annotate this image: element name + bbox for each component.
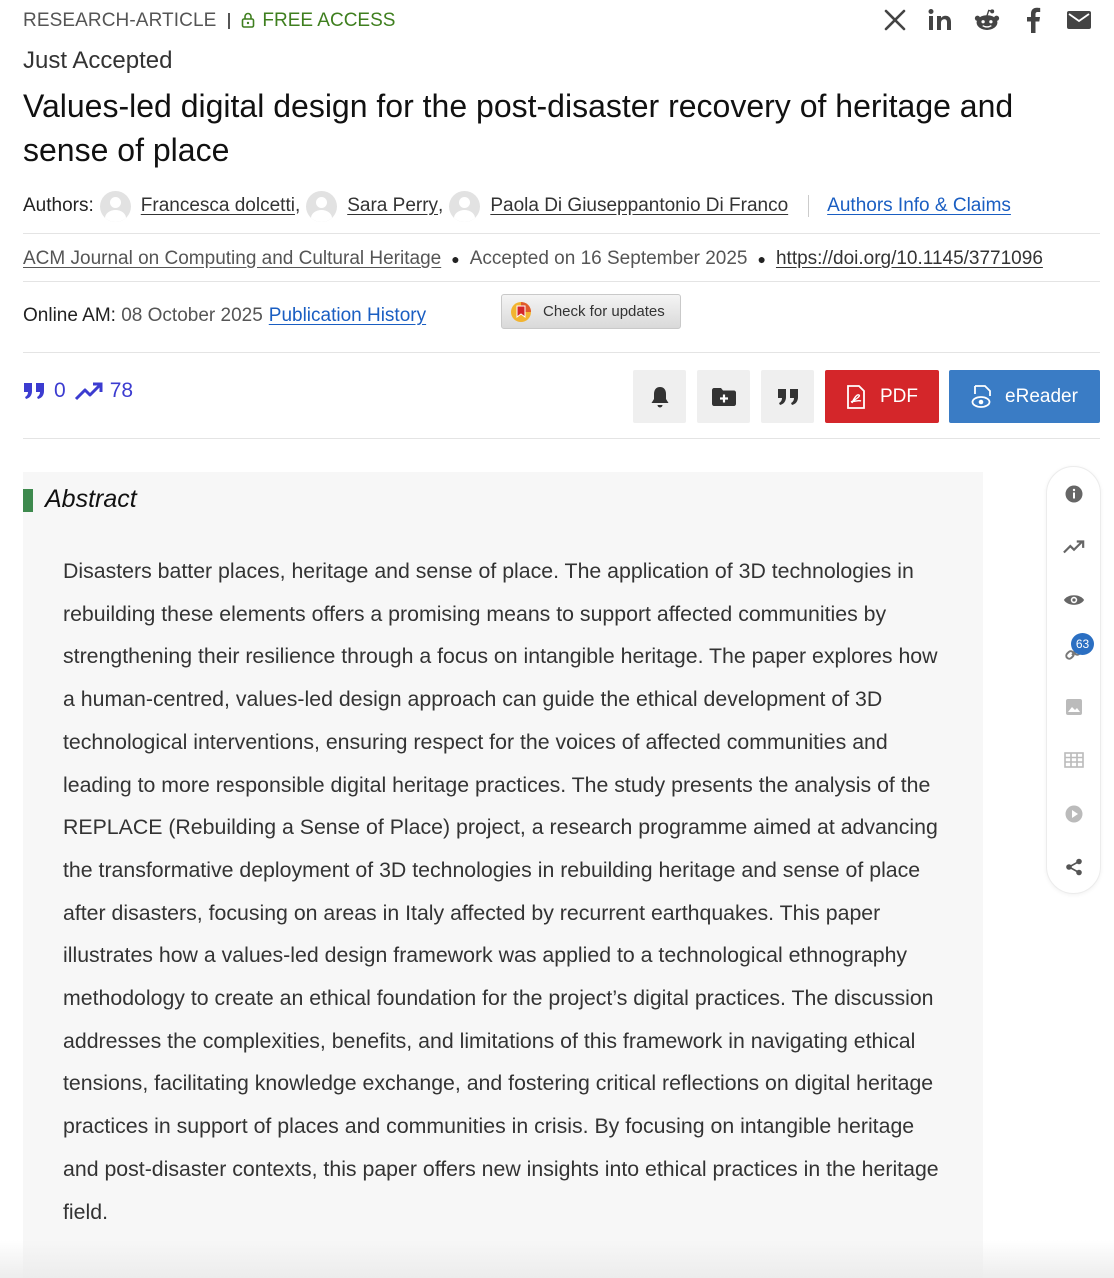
online-row xyxy=(23,302,426,330)
cite-button[interactable] xyxy=(761,370,814,423)
author-link[interactable]: Francesca dolcetti xyxy=(140,195,295,216)
article-status: Just Accepted xyxy=(23,47,173,74)
divider xyxy=(23,352,1100,353)
abstract-section xyxy=(23,472,983,1278)
alert-button[interactable] xyxy=(633,370,686,423)
author-separator: , xyxy=(438,195,444,216)
metrics-trend-icon[interactable] xyxy=(1063,536,1085,558)
authors-info-link[interactable]: Authors Info & Claims xyxy=(827,195,1011,216)
online-label: Online AM: xyxy=(23,305,116,326)
add-to-binder-button[interactable] xyxy=(697,370,750,423)
ereader-button[interactable] xyxy=(949,370,1100,423)
citation-count[interactable]: 0 xyxy=(54,379,66,402)
bottom-fade xyxy=(0,1240,1114,1278)
eye-icon[interactable] xyxy=(1063,589,1085,611)
journal-row xyxy=(23,245,1043,273)
article-type: RESEARCH-ARTICLE xyxy=(23,10,217,31)
ereader-icon xyxy=(971,385,993,409)
email-icon[interactable] xyxy=(1066,6,1092,34)
table-icon[interactable] xyxy=(1063,749,1085,771)
article-meta-row xyxy=(23,9,395,33)
bullet-separator: ● xyxy=(451,251,460,267)
folder-plus-icon xyxy=(711,387,737,407)
share-icon[interactable] xyxy=(1063,856,1085,878)
facebook-icon[interactable] xyxy=(1020,6,1046,34)
meta-separator xyxy=(228,13,230,29)
info-icon[interactable] xyxy=(1063,483,1085,505)
page-title: Values-led digital design for the post-disaster recovery of heritage and sense of place xyxy=(23,88,1014,168)
avatar xyxy=(306,191,337,222)
divider xyxy=(808,195,809,217)
crossmark-icon xyxy=(510,301,532,323)
doi-link[interactable]: https://doi.org/10.1145/3771096 xyxy=(775,248,1043,269)
share-bar xyxy=(882,6,1092,34)
publication-history-link[interactable]: Publication History xyxy=(268,305,427,326)
ereader-label: eReader xyxy=(1005,385,1078,407)
check-for-updates-button[interactable] xyxy=(501,294,681,329)
citation-quote-icon xyxy=(23,382,45,400)
reddit-icon[interactable] xyxy=(974,6,1000,34)
divider xyxy=(23,281,1100,282)
author-separator: , xyxy=(294,195,301,216)
side-rail xyxy=(1046,466,1101,894)
author-link[interactable]: Paola Di Giuseppantonio Di Franco xyxy=(490,195,789,216)
authors-row xyxy=(23,189,1011,223)
download-count[interactable]: 78 xyxy=(109,379,134,402)
avatar xyxy=(100,191,131,222)
free-access-label: FREE ACCESS xyxy=(262,10,396,31)
accepted-date: Accepted on 16 September 2025 xyxy=(469,248,748,269)
quote-icon xyxy=(777,388,799,406)
image-icon[interactable] xyxy=(1063,696,1085,718)
journal-link[interactable]: ACM Journal on Computing and Cultural Heritage xyxy=(23,248,442,269)
x-icon[interactable] xyxy=(882,6,908,34)
online-date: 08 October 2025 xyxy=(121,305,263,326)
metrics-bar xyxy=(23,376,133,406)
pdf-button[interactable] xyxy=(825,370,939,423)
play-icon[interactable] xyxy=(1063,803,1085,825)
avatar xyxy=(449,191,480,222)
abstract-text: Disasters batter places, heritage and sense of place. The application of 3D technologies in rebuilding these elements offers a promising means to support affected communities by strengthening their resilience through a focus on intangible heritage. The paper explores how a human-centred, values-led design approach can guide the ethical development of 3D technological interventions, ensuring respect for the voices of affected communities and leading to more responsible digital heritage practices. The study presents the analysis of the REPLACE (Rebuilding a Sense of Place) project, a research programme aimed at advancing the transformative deployment of 3D technologies in rebuilding heritage and sense of place after disasters, focusing on areas in Italy affected by recurrent earthquakes. This paper illustrates how a values-led design framework was applied to a technological ethnography methodology to create an ethical foundation for the project’s digital practices. The discussion addresses the complexities, benefits, and limitations of this framework in navigating ethical tensions, facilitating knowledge exchange, and fostering critical reflections on digital heritage practices in support of places and communities in crisis. By focusing on intangible heritage and post-disaster contexts, this paper offers new insights into ethical practices in the heritage field. xyxy=(63,559,939,1224)
lock-icon xyxy=(241,12,255,28)
bullet-separator: ● xyxy=(757,251,766,267)
check-for-updates-label: Check for updates xyxy=(543,303,665,320)
abstract-accent-bar xyxy=(23,489,33,512)
divider xyxy=(23,438,1100,439)
references-count-badge: 63 xyxy=(1071,633,1094,655)
pdf-label: PDF xyxy=(880,385,918,407)
abstract-heading: Abstract xyxy=(45,485,137,513)
pdf-file-icon xyxy=(846,385,866,409)
bell-icon xyxy=(650,386,670,408)
linkedin-icon[interactable] xyxy=(928,6,954,34)
trending-icon xyxy=(74,381,104,401)
authors-label: Authors: xyxy=(23,195,94,216)
divider xyxy=(23,233,1100,234)
author-link[interactable]: Sara Perry xyxy=(347,195,439,216)
